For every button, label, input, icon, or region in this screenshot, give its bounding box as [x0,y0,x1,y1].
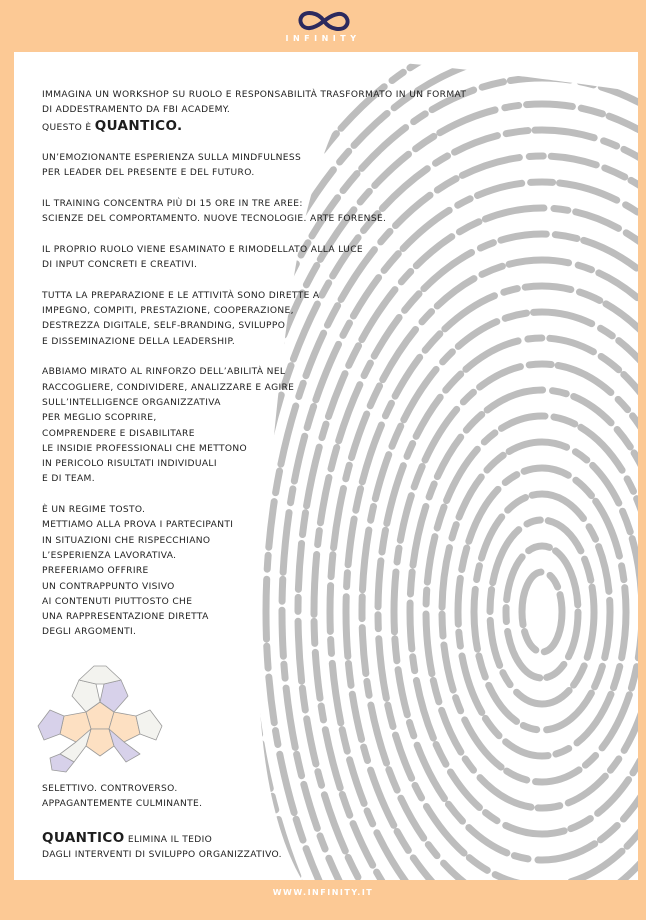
text-line: PER MEGLIO SCOPRIRE, [42,413,157,424]
text-line: APPAGANTEMENTE CULMINANTE. [42,799,203,810]
text-line: IMMAGINA UN WORKSHOP SU RUOLO E RESPONSABILITÀ TRASFORMATO IN UN FORMAT [42,90,467,100]
infinity-logo-icon [294,9,354,33]
footer-url[interactable]: WWW.INFINITY.IT [272,888,374,897]
paragraph [42,782,512,813]
text-line: L’ESPERIENZA LAVORATIVA. [42,550,177,561]
text-line: E DISSEMINAZIONE DELLA LEADERSHIP. [42,336,236,347]
text-line [42,119,512,136]
text-line: DI ADDESTRAMENTO DA FBI ACADEMY. [42,105,231,116]
paragraph [42,289,512,350]
flyer-sheet [14,52,638,880]
text-line: IN PERICOLO RISULTATI INDIVIDUALI [42,459,217,470]
text-line: PREFERIAMO OFFRIRE [42,566,149,577]
dodecahedron-net-icon [36,656,164,774]
paragraph [42,831,512,864]
text-line: UN CONTRAPPUNTO VISIVO [42,581,175,592]
text-line-rest: ELIMINA IL TEDIO [127,834,213,845]
text-line: DI INPUT CONCRETI E CREATIVI. [42,260,198,271]
paragraph [42,365,512,487]
text-line: SULL’INTELLIGENCE ORGANIZZATIVA [42,397,221,408]
closing-text [42,782,512,880]
paragraph [42,151,512,182]
text-line: IL PROPRIO RUOLO VIENE ESAMINATO E RIMODELLATO ALLA LUCE [42,244,363,255]
intro-paragraph [42,88,512,136]
text-line: DAGLI INTERVENTI DI SVILUPPO ORGANIZZATIVO. [42,849,282,860]
paragraph [42,243,512,274]
text-line: LE INSIDIE PROFESSIONALI CHE METTONO [42,443,248,454]
text-line-prefix: QUESTO È [42,122,92,133]
text-line: IL TRAINING CONCENTRA PIÙ DI 15 ORE IN TRE AREE: [42,199,303,210]
text-line: UN’EMOZIONANTE ESPERIENZA SULLA MINDFULNESS [42,153,302,164]
text-line: SCIENZE DEL COMPORTAMENTO. NUOVE TECNOLOGIE. ARTE FORENSE. [42,214,387,225]
body-text [42,88,512,656]
text-line: IN SITUAZIONI CHE RISPECCHIANO [42,535,211,546]
text-line [42,831,512,848]
quantico-title: QUANTICO. [94,117,183,134]
text-line: SELETTIVO. CONTROVERSO. [42,784,178,794]
text-line: UNA RAPPRESENTAZIONE DIRETTA [42,612,209,623]
text-line: COMPRENDERE E DISABILITARE [42,428,195,439]
brand-header [0,0,646,50]
brand-name: INFINITY [285,34,361,43]
text-line: PER LEADER DEL PRESENTE E DEL FUTURO. [42,168,255,179]
paragraph [42,197,512,228]
text-line: IMPEGNO, COMPITI, PRESTAZIONE, COOPERAZIONE, [42,306,294,317]
text-line: ABBIAMO MIRATO AL RINFORZO DELL’ABILITÀ NEL [42,367,286,378]
text-line: METTIAMO ALLA PROVA I PARTECIPANTI [42,520,234,531]
text-line: DEGLI ARGOMENTI. [42,627,137,638]
text-line: RACCOGLIERE, CONDIVIDERE, ANALIZZARE E AGIRE [42,382,295,393]
text-line: È UN REGIME TOSTO. [42,505,146,516]
text-line: TUTTA LA PREPARAZIONE E LE ATTIVITÀ SONO DIRETTE A [42,290,320,301]
text-line: AI CONTENUTI PIUTTOSTO CHE [42,596,193,607]
quantico-emphasis: QUANTICO [42,829,125,846]
paragraph [42,503,512,641]
text-line: E DI TEAM. [42,474,95,485]
text-line: DESTREZZA DIGITALE, SELF-BRANDING, SVILUPPO [42,321,286,332]
